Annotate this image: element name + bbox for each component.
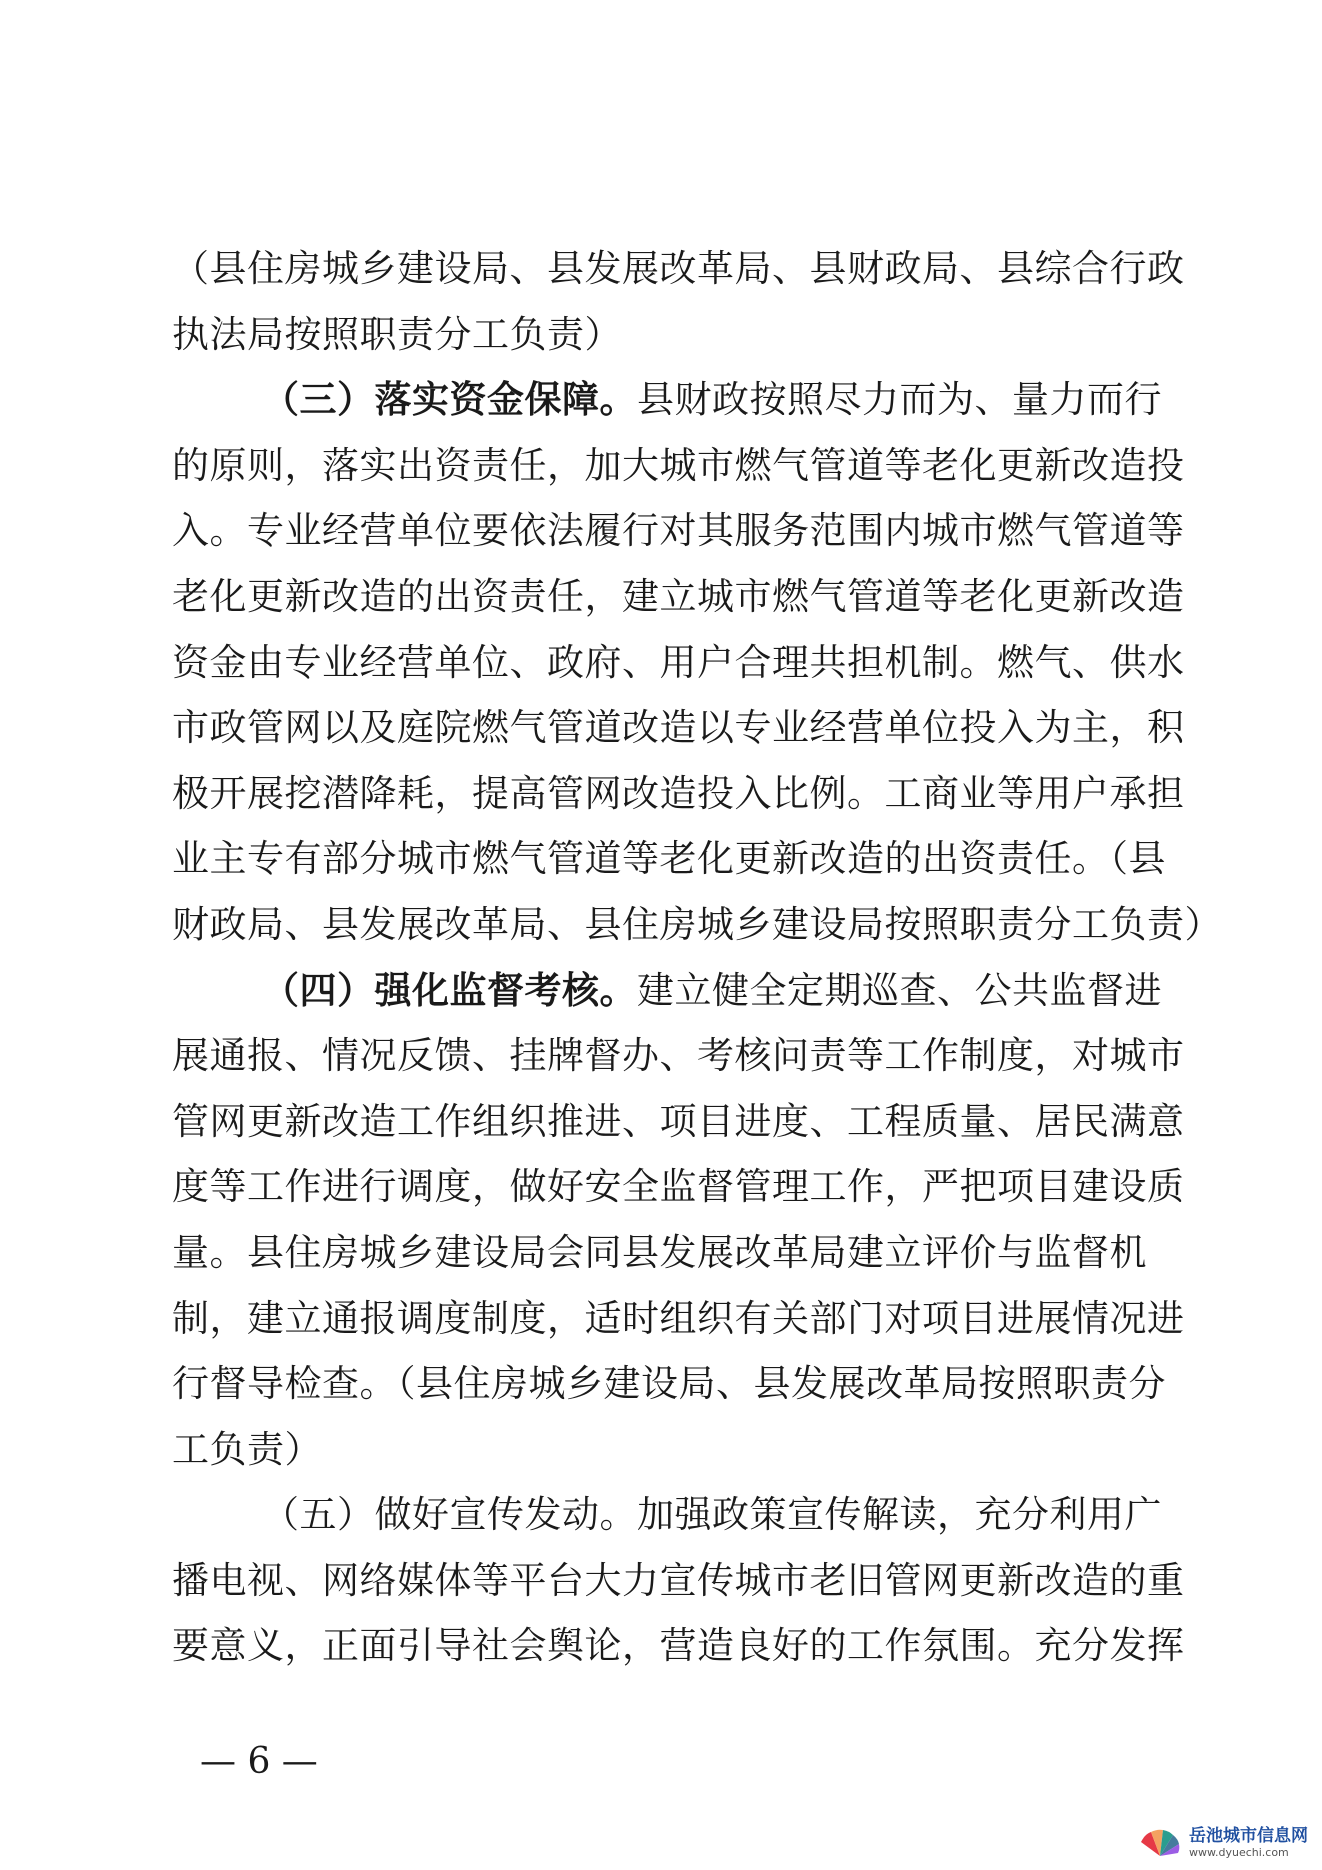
text-line-rest: 加强政策宣传解读，充分利用广 — [637, 1493, 1162, 1537]
text-line: 业主专有部分城市燃气管道等老化更新改造的出资责任。（县 — [172, 837, 1166, 881]
section-heading-3: （三）落实资金保障。 — [262, 378, 637, 422]
text-line: （县住房城乡建设局、县发展改革局、县财政局、县综合行政 — [172, 247, 1185, 290]
text-line: 制，建立通报调度制度，适时组织有关部门对项目进展情况进 — [172, 1296, 1185, 1340]
text-line: 播电视、网络媒体等平台大力宣传城市老旧管网更新改造的重 — [172, 1558, 1185, 1602]
text-line: 老化更新改造的出资责任，建立城市燃气管道等老化更新改造 — [172, 574, 1185, 618]
text-line-rest: 县财政按照尽力而为、量力而行 — [637, 378, 1162, 422]
text-line: 管网更新改造工作组织推进、项目进度、工程质量、居民满意 — [172, 1099, 1185, 1143]
text-line: 执法局按照职责分工负责） — [172, 312, 622, 356]
text-line: 极开展挖潜降耗，提高管网改造投入比例。工商业等用户承担 — [172, 771, 1185, 815]
watermark-title: 岳池城市信息网 — [1189, 1826, 1308, 1846]
site-watermark — [1137, 1828, 1308, 1858]
text-line: 展通报、情况反馈、挂牌督办、考核问责等工作制度，对城市 — [172, 1034, 1185, 1078]
text-line-rest: 建立健全定期巡查、公共监督进 — [637, 968, 1162, 1012]
watermark-url: www.dyuechi.com — [1189, 1846, 1289, 1859]
text-line: 度等工作进行调度，做好安全监督管理工作，严把项目建设质 — [172, 1165, 1185, 1209]
text-line: 行督导检查。（县住房城乡建设局、县发展改革局按照职责分 — [172, 1362, 1166, 1406]
text-line: 要意义，正面引导社会舆论，营造良好的工作氛围。充分发挥 — [172, 1624, 1185, 1668]
text-line: 市政管网以及庭院燃气管道改造以专业经营单位投入为主，积 — [172, 706, 1185, 750]
section-heading-line — [172, 367, 1168, 433]
page-number: — 6 — — [200, 1741, 318, 1782]
document-body — [172, 236, 1222, 1679]
colorful-fan-logo-icon — [1137, 1828, 1183, 1858]
section-heading-line — [172, 1482, 1168, 1548]
section-heading-line — [172, 958, 1168, 1024]
section-heading-4: （四）强化监督考核。 — [262, 968, 637, 1012]
text-line: 工负责） — [172, 1427, 322, 1471]
text-line: 的原则，落实出资责任，加大城市燃气管道等老化更新改造投 — [172, 443, 1185, 487]
text-line: 资金由专业经营单位、政府、用户合理共担机制。燃气、供水 — [172, 640, 1185, 684]
section-heading-5: （五）做好宣传发动。 — [262, 1493, 637, 1537]
text-line: 财政局、县发展改革局、县住房城乡建设局按照职责分工负责） — [172, 902, 1222, 946]
watermark-text — [1189, 1828, 1308, 1858]
text-line: 入。专业经营单位要依法履行对其服务范围内城市燃气管道等 — [172, 509, 1185, 553]
text-line: 量。县住房城乡建设局会同县发展改革局建立评价与监督机 — [172, 1230, 1147, 1274]
